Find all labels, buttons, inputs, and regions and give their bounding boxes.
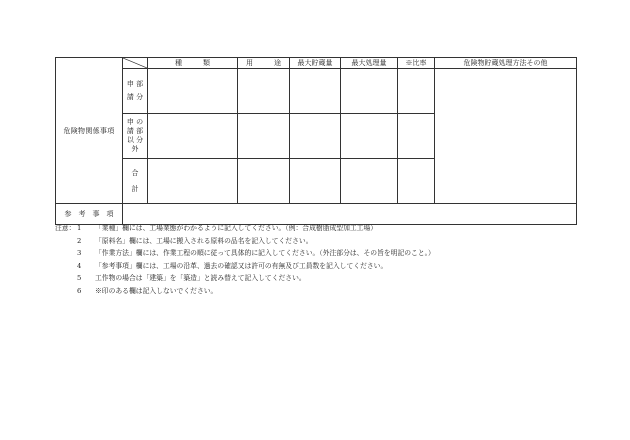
- diagonal-line-icon: [123, 58, 147, 68]
- cell-usage-2[interactable]: [238, 114, 290, 159]
- note-item: 6 ※印のある欄は記入しないでください。: [77, 286, 218, 295]
- note-item: 5 工作物の場合は「建築」を「築造」と読み替えて記入してください。: [77, 274, 306, 282]
- row-label-application-part: 申 部 請 分: [123, 69, 148, 114]
- header-usage: 用 途: [238, 58, 290, 69]
- hazardous-materials-table: [55, 57, 577, 225]
- header-max-storage: 最大貯蔵量: [290, 58, 341, 69]
- header-method: 危険物貯蔵処理方法その他: [435, 58, 577, 69]
- row-label-total: 合 計: [123, 159, 148, 204]
- cell-method[interactable]: [435, 69, 577, 204]
- reference-label: 参 考 事 項: [56, 204, 123, 225]
- cell-kind-1[interactable]: [148, 69, 238, 114]
- cell-max-storage-1[interactable]: [290, 69, 341, 114]
- cell-usage-1[interactable]: [238, 69, 290, 114]
- note-item: 3 「作業方法」欄には、作業工程の順に従って具体的に記入してください。（外注部分は、その旨を明記のこと。）: [77, 249, 435, 257]
- cell-ratio-total: [398, 159, 435, 204]
- row-label-non-application-part: 申 の 請 部 以 分 外: [123, 114, 148, 159]
- cell-max-processing-1[interactable]: [341, 69, 398, 114]
- notes-section: [55, 222, 575, 297]
- cell-max-storage-2[interactable]: [290, 114, 341, 159]
- header-kind: 種 類: [148, 58, 238, 69]
- header-ratio: ※比率: [398, 58, 435, 69]
- cell-max-storage-total[interactable]: [290, 159, 341, 204]
- row-application-part: [56, 69, 577, 114]
- cell-max-processing-2[interactable]: [341, 114, 398, 159]
- cell-kind-total[interactable]: [148, 159, 238, 204]
- cell-max-processing-total[interactable]: [341, 159, 398, 204]
- cell-ratio-1: [398, 69, 435, 114]
- note-item: 4 「参考事項」欄には、工場の沿革、過去の確認又は許可の有無及び工員数を記入してください。: [77, 261, 388, 270]
- note-item: 2 「原料名」欄には、工場に搬入される原料の品名を記入してください。: [77, 236, 313, 245]
- group-label: 危険物関係事項: [63, 126, 115, 135]
- notes-lead: 注意：: [55, 224, 76, 232]
- group-label-cell: [56, 58, 123, 204]
- cell-usage-total[interactable]: [238, 159, 290, 204]
- cell-kind-2[interactable]: [148, 114, 238, 159]
- diagonal-corner-cell: [123, 58, 148, 69]
- header-max-processing: 最大処理量: [341, 58, 398, 69]
- header-row: [56, 58, 577, 69]
- note-item: 注意： 1 「業種」欄には、工場業態がわかるように記入してください。（例：合成樹脂成型加工工場）: [55, 222, 575, 235]
- cell-ratio-2: [398, 114, 435, 159]
